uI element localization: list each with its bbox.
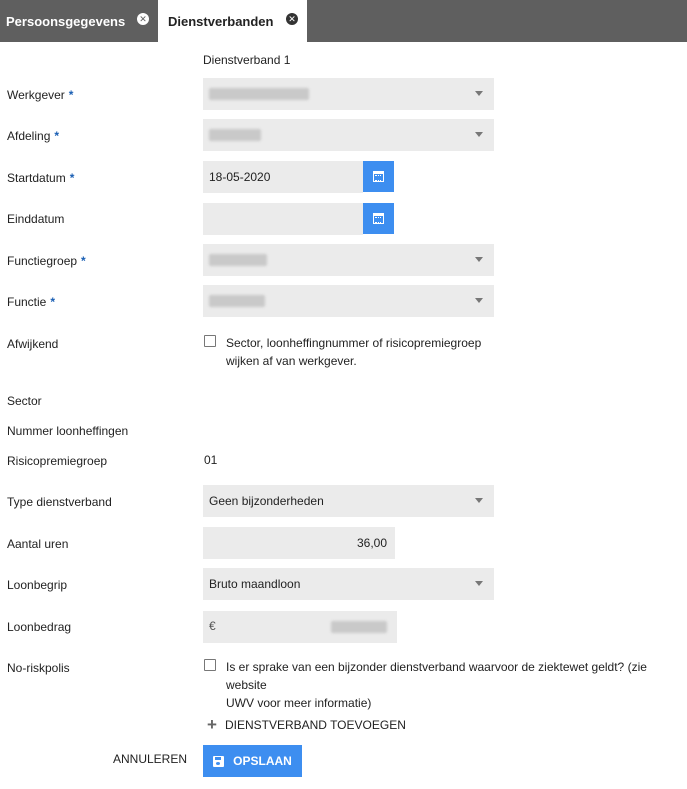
tab-dienstverbanden[interactable] <box>158 0 307 42</box>
loonbegrip-label: Loonbegrip <box>7 578 68 592</box>
startdatum-calendar-button[interactable] <box>363 161 394 192</box>
calendar-icon <box>373 171 384 182</box>
no-riskpolis-checkbox[interactable] <box>204 659 216 671</box>
startdatum-label: Startdatum * <box>7 171 75 185</box>
startdatum-input[interactable] <box>203 161 363 193</box>
chevron-down-icon <box>475 498 483 503</box>
plus-icon: + <box>207 715 217 734</box>
aantal-uren-input[interactable] <box>203 527 395 559</box>
chevron-down-icon <box>475 257 483 262</box>
no-riskpolis-label: No-riskpolis <box>7 661 70 675</box>
afwijkend-checkbox-text: Sector, loonheffingnummer of risicopremiegroep wijken af van werkgever. <box>226 336 482 368</box>
werkgever-label: Werkgever * <box>7 88 74 102</box>
afwijkend-label: Afwijkend <box>7 337 59 351</box>
functie-label: Functie * <box>7 295 56 309</box>
calendar-icon <box>373 213 384 224</box>
required-marker: * <box>54 129 60 143</box>
save-label: OPSLAAN <box>233 754 292 768</box>
close-icon[interactable]: ✕ <box>286 13 298 25</box>
tab-bar <box>0 0 687 42</box>
tab-persoonsgegevens[interactable] <box>0 0 158 42</box>
redacted-value <box>209 88 309 100</box>
nummer-loonheffingen-label: Nummer loonheffingen <box>7 424 129 438</box>
loonbegrip-value: Bruto maandloon <box>209 577 301 591</box>
sector-label: Sector <box>7 394 42 408</box>
required-marker: * <box>68 88 74 102</box>
redacted-value <box>331 621 387 633</box>
afdeling-select[interactable] <box>203 119 494 151</box>
loonbedrag-label: Loonbedrag <box>7 620 72 634</box>
functiegroep-label: Functiegroep * <box>7 254 86 268</box>
startdatum-value: 18-05-2020 <box>209 170 271 184</box>
redacted-value <box>209 129 261 141</box>
type-dienstverband-label: Type dienstverband <box>7 495 112 509</box>
functiegroep-select[interactable] <box>203 244 494 276</box>
chevron-down-icon <box>475 91 483 96</box>
loonbegrip-select[interactable] <box>203 568 494 600</box>
no-riskpolis-checkbox-text: Is er sprake van een bijzonder dienstverband waarvoor de ziektewet geldt? (zie website UWV voor meer informatie) <box>226 660 647 710</box>
section-title: Dienstverband 1 <box>203 53 291 67</box>
functie-select[interactable] <box>203 285 494 317</box>
required-marker: * <box>81 254 86 268</box>
einddatum-calendar-button[interactable] <box>363 203 394 234</box>
add-dienstverband-button[interactable] <box>207 716 406 733</box>
afwijkend-checkbox[interactable] <box>204 335 216 347</box>
add-dienstverband-label: DIENSTVERBAND TOEVOEGEN <box>224 717 406 732</box>
floppy-disk-icon <box>213 756 224 767</box>
type-dienstverband-value: Geen bijzonderheden <box>209 494 324 508</box>
aantal-uren-value: 36,00 <box>356 536 387 550</box>
redacted-value <box>209 254 267 266</box>
save-button[interactable] <box>203 745 302 777</box>
einddatum-input[interactable] <box>203 203 363 235</box>
werkgever-select[interactable] <box>203 78 494 110</box>
einddatum-label: Einddatum <box>7 212 65 226</box>
redacted-value <box>209 295 265 307</box>
loonbedrag-input[interactable] <box>203 611 397 643</box>
risicopremiegroep-value: 01 <box>204 453 218 467</box>
tab-label: Dienstverbanden <box>168 13 274 29</box>
type-dienstverband-select[interactable] <box>203 485 494 517</box>
required-marker: * <box>69 171 75 185</box>
afdeling-label: Afdeling * <box>7 129 60 143</box>
tab-label: Persoonsgegevens <box>6 13 126 29</box>
aantal-uren-label: Aantal uren <box>7 537 69 551</box>
chevron-down-icon <box>475 132 483 137</box>
euro-icon: € <box>209 619 216 633</box>
close-icon[interactable]: ✕ <box>137 13 149 25</box>
cancel-button[interactable]: ANNULEREN <box>113 752 188 766</box>
chevron-down-icon <box>475 298 483 303</box>
chevron-down-icon <box>475 581 483 586</box>
required-marker: * <box>50 295 56 309</box>
risicopremiegroep-label: Risicopremiegroep <box>7 454 108 468</box>
